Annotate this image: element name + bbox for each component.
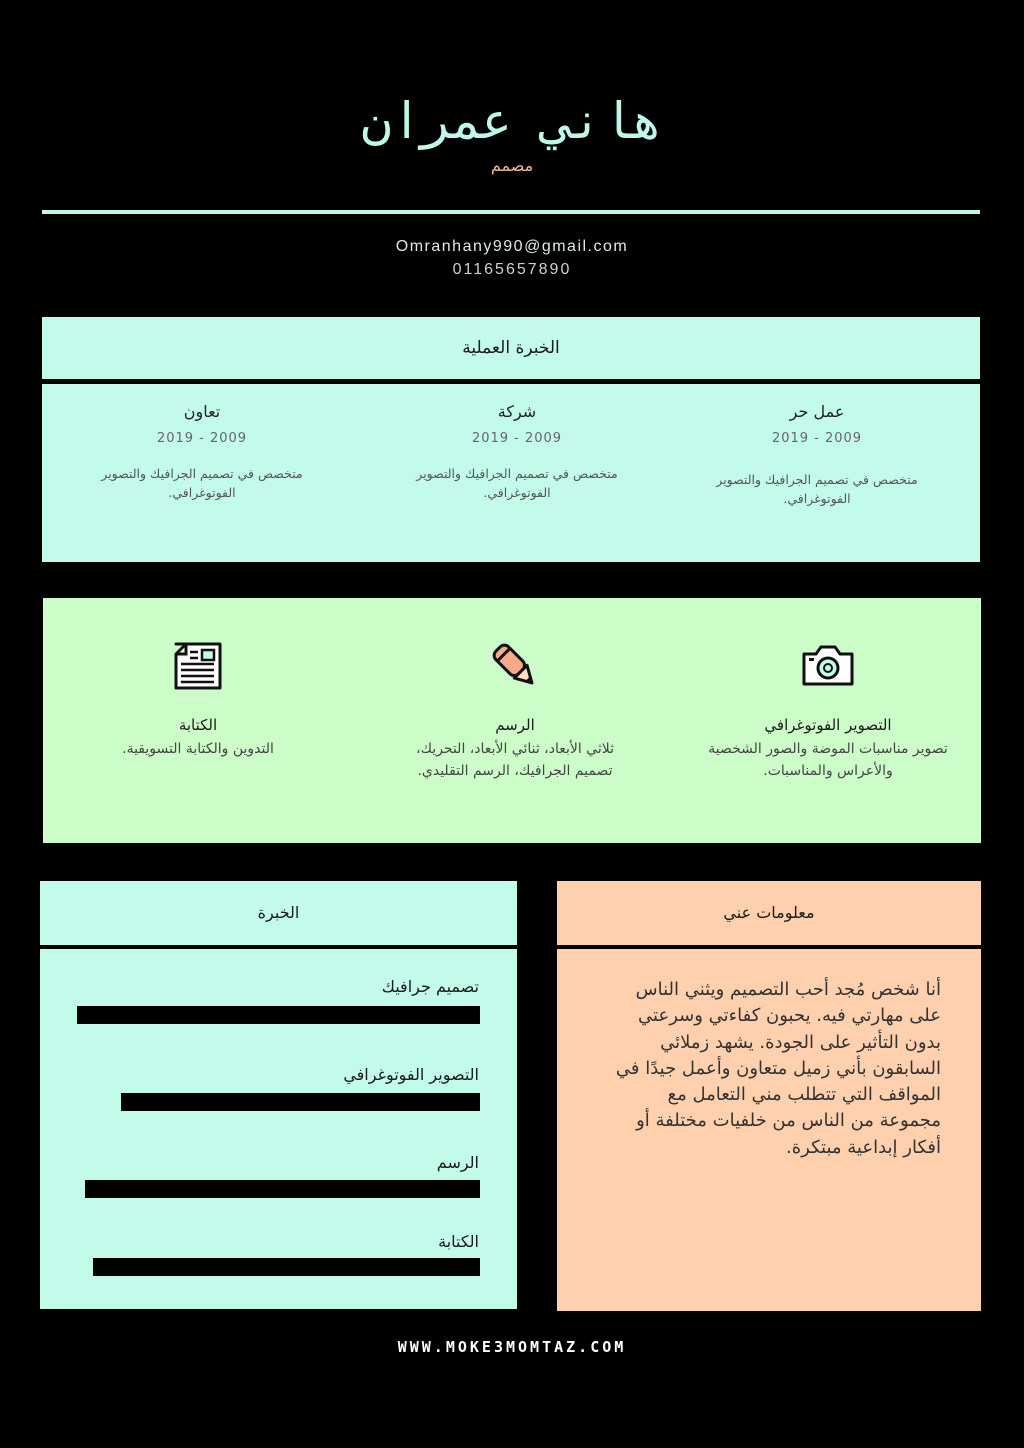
- camera-icon: [800, 638, 856, 694]
- contact-email[interactable]: Omranhany990@gmail.com: [395, 238, 629, 255]
- job-entry: [692, 402, 942, 508]
- service-description: ثلاثي الأبعاد، ثنائي الأبعاد، التحريك، تصميم الجرافيك، الرسم التقليدي.: [415, 741, 614, 779]
- service-description: تصوير مناسبات الموضة والصور الشخصية والأعراس والمناسبات.: [708, 741, 948, 779]
- job-description: متخصص في تصميم الجرافيك والتصوير الفوتوغرافي.: [101, 466, 303, 500]
- skills-title: الخبرة: [257, 903, 300, 922]
- job-description: متخصص في تصميم الجرافيك والتصوير الفوتوغرافي.: [716, 472, 918, 506]
- about-section: [557, 949, 981, 1311]
- service-title: الكتابة: [178, 716, 218, 734]
- contact-phone: 01165657890: [452, 261, 572, 278]
- job-title: شركة: [497, 402, 537, 421]
- skill-name: الرسم: [436, 1153, 479, 1172]
- skill-bar: [121, 1093, 480, 1111]
- skill-name: الكتابة: [438, 1232, 479, 1251]
- pencil-icon: [487, 638, 543, 694]
- job-entry: [392, 402, 642, 502]
- job-title: تعاون: [183, 402, 221, 421]
- skills-section: [40, 949, 517, 1309]
- job-years: 2019 - 2009: [156, 431, 248, 446]
- about-text: أنا شخص مُجد أحب التصميم ويثني الناس على مهارتي فيه. يحبون كفاءتي وسرعتي بدون التأثير على الجودة. يشهد زملائي السابقون بأني زميل متعاون وأعمل جيدًا في المواقف التي تتطلب مني التعامل مع مجموعة من الناس من خلفيات مختلفة أو أفكار إبداعية مبتكرة.: [615, 979, 941, 1158]
- resume-name: هاني عمران: [361, 92, 663, 150]
- job-description: متخصص في تصميم الجرافيك والتصوير الفوتوغرافي.: [416, 466, 618, 500]
- job-years: 2019 - 2009: [471, 431, 563, 446]
- skill-name: التصوير الفوتوغرافي: [343, 1065, 479, 1084]
- job-entry: [77, 402, 327, 502]
- experience-title: الخبرة العملية: [462, 338, 560, 358]
- service-description: التدوين والكتابة التسويقية.: [122, 741, 274, 757]
- service-writing: [78, 638, 318, 760]
- skill-bar: [93, 1258, 480, 1276]
- about-title: معلومات عني: [723, 903, 815, 922]
- about-header: [557, 881, 981, 945]
- job-title: عمل حر: [789, 402, 845, 421]
- skill-bar: [77, 1006, 480, 1024]
- service-drawing: [395, 638, 635, 782]
- skill-name: تصميم جرافيك: [381, 977, 479, 996]
- skills-header: [40, 881, 517, 945]
- service-photography: [708, 638, 948, 782]
- resume-role: مصمم: [490, 156, 534, 175]
- experience-header: [42, 317, 980, 379]
- job-years: 2019 - 2009: [771, 431, 863, 446]
- service-title: التصوير الفوتوغرافي: [764, 716, 892, 734]
- newspaper-icon: [170, 638, 226, 694]
- experience-section: [42, 384, 980, 562]
- header-divider: [42, 210, 980, 214]
- footer-website[interactable]: WWW.MOKE3MOMTAZ.COM: [397, 1338, 627, 1356]
- skill-bar: [85, 1180, 480, 1198]
- services-section: [43, 598, 981, 843]
- service-title: الرسم: [495, 716, 535, 734]
